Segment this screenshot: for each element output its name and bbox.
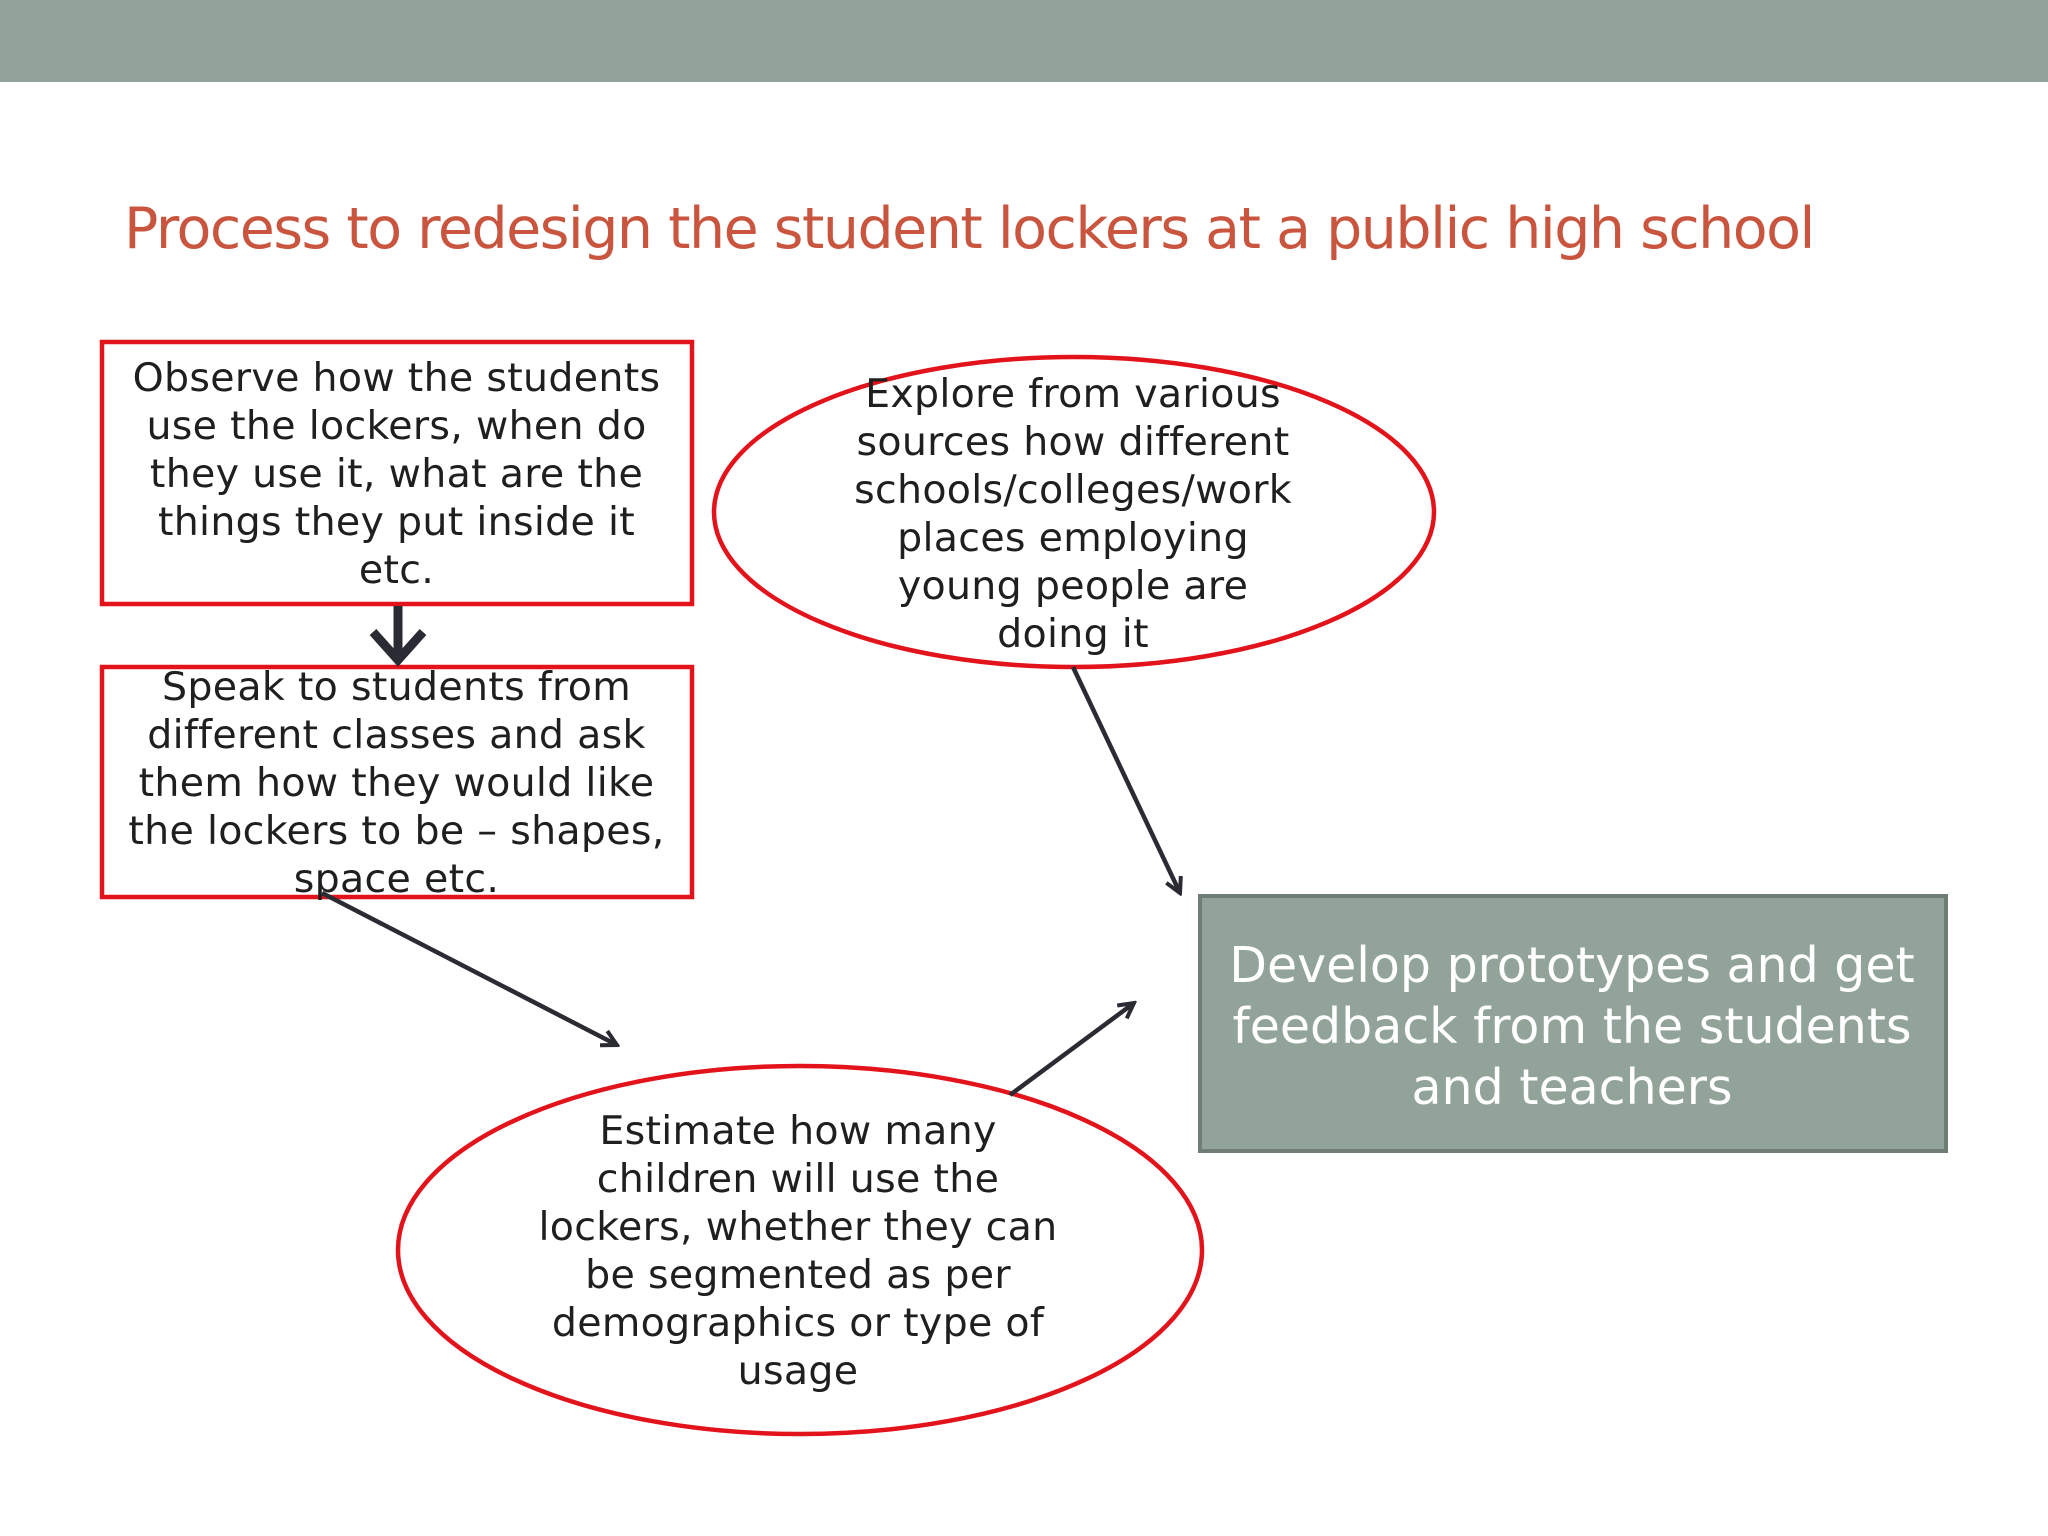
speak-step-text: Speak to students from different classes and ask them how they would like the lockers to be – shapes, space etc. <box>128 664 665 902</box>
arrow-explore-to-develop <box>1073 667 1180 893</box>
estimate-step-text: Estimate how many children will use the lockers, whether they can be segmented as per demographics or type of usage <box>538 1108 1058 1394</box>
observe-step-text: Observe how the students use the lockers, when do they use it, what are the things they put inside it etc. <box>132 355 661 593</box>
slide-title: Process to redesign the student lockers at a public high school <box>124 196 1814 262</box>
arrow-speak-to-estimate <box>322 893 617 1045</box>
arrow-estimate-to-develop <box>1010 1003 1134 1095</box>
explore-step-text: Explore from various sources how different schools/colleges/work places employing young people are doing it <box>854 371 1292 657</box>
arrow-observe-to-speak <box>373 606 423 660</box>
develop-step-text: Develop prototypes and get feedback from the students and teachers <box>1229 937 1915 1116</box>
